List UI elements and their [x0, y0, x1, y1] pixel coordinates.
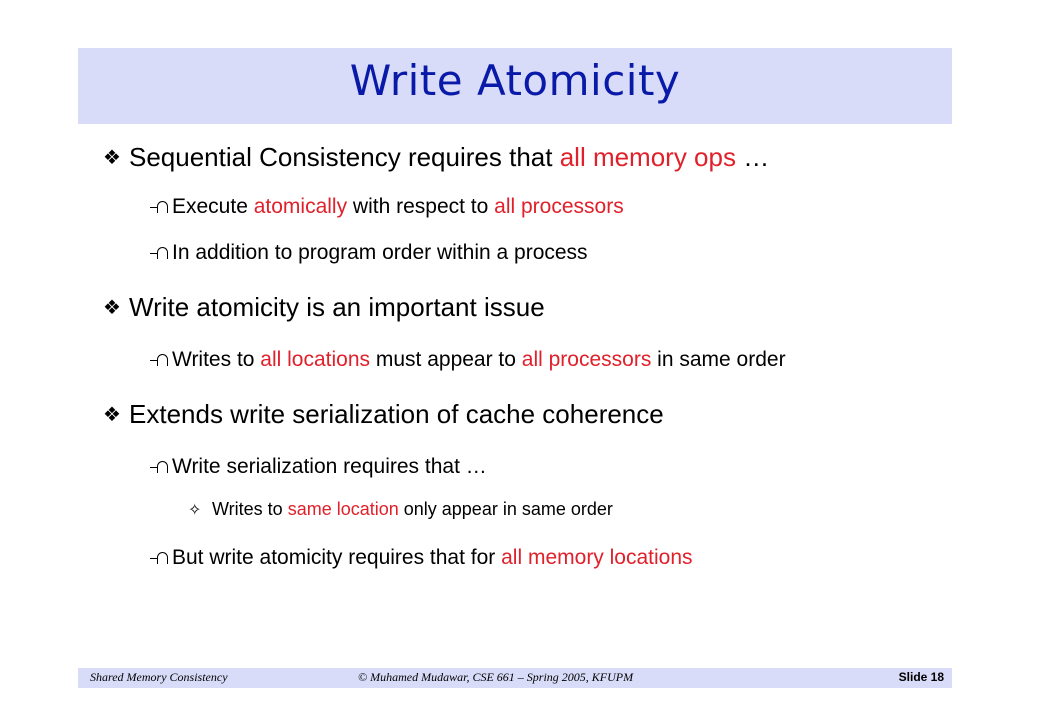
- title-bar: [78, 48, 952, 124]
- bullet-text: must appear to: [370, 348, 522, 371]
- bullet-level1: [103, 292, 545, 323]
- bullet-level1: [103, 399, 664, 430]
- arrow-bullet-icon: [150, 247, 166, 259]
- arrow-bullet-icon: [150, 461, 166, 473]
- bullet-text: Write atomicity is an important issue: [129, 292, 545, 322]
- bullet-text: with respect to: [347, 195, 495, 218]
- star-bullet-icon: ✧: [188, 502, 202, 519]
- slide-title: Write Atomicity: [349, 56, 681, 105]
- arrow-bullet-icon: [150, 552, 166, 564]
- bullet-level2: [150, 546, 693, 570]
- arrow-bullet-icon: [150, 354, 166, 366]
- bullet-text: But write atomicity requires that for: [172, 546, 502, 569]
- bullet-highlight: all locations: [260, 348, 371, 371]
- bullet-text: In addition to program order within a process: [172, 241, 588, 264]
- slide-number: Slide 18: [898, 670, 944, 684]
- footer-copyright: © Muhamed Mudawar, CSE 661 – Spring 2005, KFUPM: [358, 670, 634, 684]
- bullet-text: Execute: [172, 195, 254, 218]
- bullet-highlight: same location: [287, 499, 399, 519]
- bullet-level2: [150, 455, 487, 479]
- bullet-highlight: all processors: [494, 195, 624, 218]
- bullet-text: Writes to: [172, 348, 261, 371]
- bullet-highlight: atomically: [253, 195, 348, 218]
- bullet-level2: [150, 348, 786, 372]
- bullet-highlight: all memory ops: [559, 142, 736, 172]
- diamond-bullet-icon: ❖: [103, 147, 121, 169]
- bullet-level2: [150, 241, 588, 265]
- bullet-text: in same order: [651, 348, 786, 371]
- footer: [78, 668, 952, 688]
- diamond-bullet-icon: ❖: [103, 404, 121, 426]
- bullet-highlight: all processors: [521, 348, 652, 371]
- bullet-level1: [103, 142, 769, 173]
- bullet-text: Writes to: [212, 499, 288, 519]
- bullet-level3: [188, 499, 613, 520]
- bullet-text: Write serialization requires that …: [172, 455, 487, 478]
- bullet-text: Sequential Consistency requires that: [129, 142, 560, 172]
- bullet-text: Extends write serialization of cache coherence: [129, 399, 664, 429]
- bullet-text: …: [735, 142, 770, 172]
- bullet-text: only appear in same order: [398, 499, 613, 519]
- arrow-bullet-icon: [150, 201, 166, 213]
- bullet-highlight: all memory locations: [501, 546, 693, 569]
- footer-course: Shared Memory Consistency: [90, 670, 228, 684]
- bullet-level2: [150, 195, 624, 219]
- diamond-bullet-icon: ❖: [103, 297, 121, 319]
